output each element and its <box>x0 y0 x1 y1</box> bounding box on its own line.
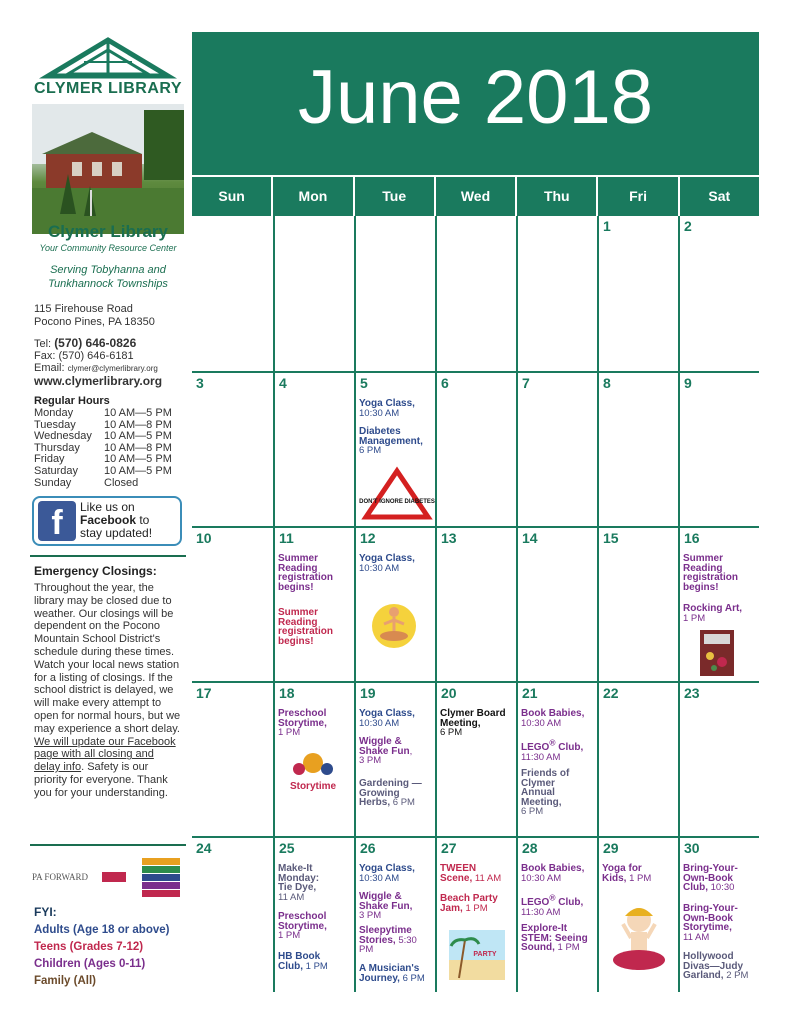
storytime-text: Storytime <box>289 781 337 792</box>
event-title: Make-It Monday: Tie Dye, <box>278 863 320 894</box>
books-stack-icon <box>102 858 182 900</box>
event-time: 2 PM <box>726 970 749 982</box>
event-title: Bring-Your-Own-Book Storytime, <box>683 903 738 934</box>
day-number: 13 <box>441 530 457 546</box>
day-cell-15[interactable] <box>597 526 678 681</box>
event-summer-reading[interactable] <box>683 554 747 592</box>
hours-list <box>34 408 172 489</box>
event-title: Wiggle & Shake Fun, <box>359 891 413 912</box>
event-byob-club[interactable] <box>683 864 747 893</box>
day-number: 6 <box>441 375 449 391</box>
fax-line: Fax: (570) 646-6181 <box>34 350 134 362</box>
day-cell-30[interactable] <box>678 836 759 992</box>
website-link[interactable]: www.clymerlibrary.org <box>34 374 163 388</box>
event-book-babies[interactable] <box>521 709 597 728</box>
beach-party-icon <box>449 930 505 980</box>
event-title: Sleepytime Stories, <box>359 925 412 946</box>
event-time: 10:30 AM <box>521 717 562 729</box>
event-time: 11:30 AM <box>521 751 561 763</box>
day-cell-21[interactable] <box>516 681 597 836</box>
day-cell-6[interactable] <box>435 371 516 526</box>
event-musicians-journey[interactable] <box>359 964 435 983</box>
event-time: 6 PM <box>359 445 382 457</box>
event-friends-meeting[interactable] <box>521 769 577 817</box>
day-number: 8 <box>603 375 611 391</box>
event-explore-it-stem[interactable] <box>521 924 597 953</box>
facebook-to: to <box>136 513 150 527</box>
registered-mark: ® <box>549 893 556 903</box>
day-cell-23[interactable] <box>678 681 759 836</box>
day-cell-10[interactable] <box>192 526 273 681</box>
day-number: 21 <box>522 685 538 701</box>
event-preschool-storytime[interactable] <box>278 709 354 738</box>
event-title: A Musician's Journey, <box>359 963 420 984</box>
day-cell-9[interactable] <box>678 371 759 526</box>
weekday-wed: Wed <box>434 177 515 216</box>
day-cell-12[interactable] <box>354 526 435 681</box>
month-title: June 2018 <box>298 55 653 140</box>
event-title: Yoga Class, <box>359 553 415 564</box>
event-hb-book-club[interactable] <box>278 952 334 971</box>
day-cell-20[interactable] <box>435 681 516 836</box>
event-title: Preschool Storytime, <box>278 708 327 729</box>
fyi-adults: Adults (Age 18 or above) <box>34 924 170 936</box>
day-cell-24[interactable] <box>192 836 273 992</box>
day-number: 20 <box>441 685 457 701</box>
event-title: Yoga Class, <box>359 863 415 874</box>
event-time: 10:30 AM <box>359 872 400 884</box>
day-cell-empty <box>516 216 597 371</box>
yoga-kid-icon <box>609 902 669 978</box>
event-summer-reading-children[interactable] <box>278 554 338 592</box>
day-cell-1[interactable] <box>597 216 678 371</box>
event-title: Summer Reading registration begins! <box>278 607 334 647</box>
day-cell-empty <box>273 216 354 371</box>
library-name: Clymer Library <box>48 222 168 241</box>
hours-time: 10 AM—5 PM <box>104 464 172 477</box>
event-title: Diabetes Management, <box>359 426 423 447</box>
day-cell-14[interactable] <box>516 526 597 681</box>
registered-mark: ® <box>549 738 556 748</box>
event-time: 11 AM <box>474 872 502 884</box>
address-line-1: 115 Firehouse Road <box>34 303 133 315</box>
day-number: 29 <box>603 840 619 856</box>
day-number: 16 <box>684 530 700 546</box>
event-summer-reading-teens[interactable] <box>278 608 342 646</box>
event-title: Beach Party Jam, <box>440 893 498 914</box>
library-tagline: Your Community Resource Center <box>39 243 177 253</box>
event-yoga[interactable] <box>359 864 435 883</box>
event-title: Summer Reading registration begins! <box>683 553 739 593</box>
event-diabetes[interactable] <box>359 427 435 456</box>
day-number: 30 <box>684 840 700 856</box>
day-cell-26[interactable] <box>354 836 435 992</box>
event-rocking-art[interactable] <box>683 604 759 623</box>
storytime-icon <box>285 747 341 793</box>
facebook-line-1: Like us on <box>80 500 135 514</box>
emergency-text: Throughout the year, the library may be closed due to weather. Our closings will be dependent on the Pocono Mountain School District's schedule during these times. Watch your local news station for a listing of closings. If the school district is delayed, we will make every attempt to open for normal hours, but we may experience a short delay. <box>34 582 181 735</box>
hours-time: 10 AM—8 PM <box>104 418 172 431</box>
emergency-tail: . Safety is our priority for everyone. Thank you for your understanding. <box>34 761 168 799</box>
rocking-art-book-icon <box>700 630 734 676</box>
hours-title: Regular Hours <box>34 395 110 407</box>
event-time: 1 PM <box>305 960 328 972</box>
day-cell-25[interactable] <box>273 836 354 992</box>
day-number: 12 <box>360 530 376 546</box>
day-number: 24 <box>196 840 212 856</box>
day-number: 14 <box>522 530 538 546</box>
day-cell-empty <box>435 216 516 371</box>
day-number: 28 <box>522 840 538 856</box>
day-cell-7[interactable] <box>516 371 597 526</box>
event-time: 10:30 AM <box>359 717 400 729</box>
hours-time: 10 AM—5 PM <box>104 407 172 419</box>
tel-number: (570) 646-0826 <box>54 336 137 350</box>
weekday-sun: Sun <box>218 188 245 204</box>
divider <box>30 844 186 846</box>
event-title: Friends of Clymer Annual Meeting, <box>521 768 570 808</box>
day-cell-empty <box>354 216 435 371</box>
event-title: Preschool Storytime, <box>278 911 327 932</box>
event-title: Hollywood Divas—Judy Garland, <box>683 951 744 982</box>
event-make-it-monday[interactable] <box>278 864 334 902</box>
event-title: Book Babies, <box>521 863 585 874</box>
event-lego-club[interactable] <box>521 739 597 763</box>
event-time: 5:30 PM <box>359 934 417 956</box>
day-number: 18 <box>279 685 295 701</box>
hours-day: Sunday <box>34 476 72 489</box>
day-cell-2[interactable] <box>678 216 759 371</box>
day-cell-4[interactable] <box>273 371 354 526</box>
day-number: 23 <box>684 685 700 701</box>
hours-row <box>34 466 172 478</box>
event-yoga[interactable] <box>359 554 435 573</box>
event-time: 1 PM <box>557 942 580 954</box>
event-title: Wiggle & Shake Fun <box>359 736 410 757</box>
day-number: 26 <box>360 840 376 856</box>
party-text: PARTY <box>473 951 497 958</box>
facebook-word: Facebook <box>80 513 137 527</box>
event-yoga[interactable] <box>359 399 435 418</box>
hours-day: Thursday <box>34 441 80 454</box>
day-number: 17 <box>196 685 212 701</box>
event-time: 6 PM <box>392 797 415 809</box>
hours-time: 10 AM—5 PM <box>104 430 172 443</box>
event-title: HB Book Club, <box>278 951 321 972</box>
day-cell-11[interactable] <box>273 526 354 681</box>
hours-day: Monday <box>34 407 74 419</box>
event-title: Book Babies, <box>521 708 585 719</box>
day-cell-17[interactable] <box>192 681 273 836</box>
hours-row <box>34 408 172 420</box>
calendar-grid <box>192 216 759 992</box>
serving-text <box>30 263 186 291</box>
weekday-fri: Fri <box>596 177 677 216</box>
event-byob-storytime[interactable] <box>683 904 747 942</box>
event-title: Rocking Art, <box>683 603 743 614</box>
diabetes-sign-icon <box>359 469 435 519</box>
day-number: 9 <box>684 375 692 391</box>
event-time: 3 PM <box>359 910 382 922</box>
fyi-legend <box>34 922 169 990</box>
day-cell-18[interactable] <box>273 681 354 836</box>
calendar-header <box>192 32 759 175</box>
day-cell-28[interactable] <box>516 836 597 992</box>
day-cell-8[interactable] <box>597 371 678 526</box>
event-lego-club[interactable] <box>521 894 597 918</box>
hours-day: Friday <box>34 453 65 466</box>
event-title: Yoga for Kids, <box>602 863 642 884</box>
hours-day: Wednesday <box>34 430 92 443</box>
event-title: Bring-Your-Own-Book Club, <box>683 863 738 894</box>
event-time: 3 PM <box>359 755 382 767</box>
event-title: Summer Reading registration begins! <box>278 553 334 593</box>
day-number: 27 <box>441 840 457 856</box>
fyi-teens: Teens (Grades 7-12) <box>34 941 144 953</box>
event-tween-scene[interactable] <box>440 864 510 883</box>
event-title: Explore-It STEM: Seeing Sound, <box>521 923 588 954</box>
day-cell-13[interactable] <box>435 526 516 681</box>
event-yoga-kids[interactable] <box>602 864 666 883</box>
weekday-mon: Mon <box>271 177 352 216</box>
emergency-facebook-link[interactable]: We will update our Facebook page with all closing and delay info <box>34 735 176 774</box>
day-cell-empty <box>192 216 273 371</box>
facebook-icon: f <box>38 501 76 541</box>
event-time: 1 PM <box>278 727 301 739</box>
serving-line-1: Serving Tobyhanna and <box>50 264 166 276</box>
event-hollywood-divas[interactable] <box>683 952 755 981</box>
event-time: 11 AM <box>683 931 710 943</box>
fyi-title: FYI: <box>34 905 57 919</box>
event-title: Yoga Class, <box>359 708 415 719</box>
event-book-babies[interactable] <box>521 864 597 883</box>
address-line-2: Pocono Pines, PA 18350 <box>34 316 155 328</box>
email-label: Email: <box>34 362 68 374</box>
serving-line-2: Tunkhannock Townships <box>48 278 168 290</box>
event-time: 1 PM <box>278 930 301 942</box>
event-sleepytime-stories[interactable] <box>359 926 427 955</box>
email-link[interactable]: clymer@clymerlibrary.org <box>67 364 158 373</box>
event-wiggle-shake[interactable] <box>359 892 421 921</box>
day-number: 25 <box>279 840 295 856</box>
event-title-suffix: Club, <box>555 897 584 909</box>
facebook-line-3: stay updated! <box>80 526 153 540</box>
event-yoga[interactable] <box>359 709 435 728</box>
event-time: 10:30 <box>710 882 735 894</box>
day-number: 11 <box>279 530 294 546</box>
event-time: 10:30 AM <box>521 872 562 884</box>
event-gardening[interactable] <box>359 779 429 808</box>
diabetes-sign-text: DON'T IGNORE DIABETES <box>359 499 435 505</box>
tel-label: Tel: <box>34 338 55 350</box>
day-number: 3 <box>196 375 204 391</box>
day-number: 2 <box>684 218 692 234</box>
day-cell-22[interactable] <box>597 681 678 836</box>
event-time: 1 PM <box>629 872 652 884</box>
event-title: TWEEN Scene, <box>440 863 477 884</box>
weekday-header <box>192 177 759 216</box>
yoga-person-icon <box>370 600 418 650</box>
divider <box>30 555 186 557</box>
event-time: 6 PM <box>440 727 463 739</box>
event-title: Gardening —Growing Herbs, <box>359 778 422 809</box>
facebook-box[interactable] <box>32 496 182 546</box>
hours-row <box>34 478 172 490</box>
event-beach-party[interactable] <box>440 894 510 913</box>
contact-info <box>34 337 162 388</box>
emergency-title: Emergency Closings: <box>34 564 157 578</box>
event-time: 1 PM <box>465 902 488 914</box>
day-number: 7 <box>522 375 530 391</box>
event-time: 1 PM <box>683 612 706 624</box>
pa-forward-text: PA FORWARD <box>32 872 88 882</box>
event-time: 6 PM <box>521 806 544 818</box>
event-title: Yoga Class, <box>359 398 415 409</box>
day-cell-27[interactable] <box>435 836 516 992</box>
pa-forward-logo <box>32 856 182 902</box>
hours-time: 10 AM—5 PM <box>104 453 172 466</box>
emergency-body <box>34 582 182 800</box>
fyi-children: Children (Ages 0-11) <box>34 958 146 970</box>
day-cell-3[interactable] <box>192 371 273 526</box>
address <box>34 303 155 329</box>
day-cell-19[interactable] <box>354 681 435 836</box>
logo-text: CLYMER LIBRARY <box>33 80 183 97</box>
event-title: Clymer Board Meeting, <box>440 708 506 729</box>
event-time: 11 AM <box>278 891 305 903</box>
day-cell-29[interactable] <box>597 836 678 992</box>
hours-time: 10 AM—8 PM <box>104 441 172 454</box>
day-number: 19 <box>360 685 376 701</box>
library-building-photo <box>32 104 184 234</box>
fyi-family: Family (All) <box>34 975 96 987</box>
day-number: 10 <box>196 530 212 546</box>
event-wiggle-shake[interactable]: Wiggle & Shake Fun, 3 PM <box>359 736 413 767</box>
event-time: 10:30 AM <box>359 407 400 419</box>
tel-line <box>34 337 162 350</box>
weekday-sat: Sat <box>678 177 759 216</box>
event-title-suffix: Club, <box>555 742 584 754</box>
hours-day: Tuesday <box>34 418 76 431</box>
day-cell-5[interactable] <box>354 371 435 526</box>
day-number: 22 <box>603 685 619 701</box>
event-board-meeting[interactable] <box>440 709 516 738</box>
event-title: LEGO <box>521 897 550 909</box>
day-number: 15 <box>603 530 619 546</box>
facebook-text <box>80 501 152 540</box>
sidebar <box>30 32 186 992</box>
weekday-tue: Tue <box>353 177 434 216</box>
event-time: 10:30 AM <box>359 562 400 574</box>
event-time: 11:30 AM <box>521 906 561 918</box>
event-preschool-storytime[interactable] <box>278 912 354 941</box>
event-title: LEGO <box>521 742 550 754</box>
hours-day: Saturday <box>34 464 79 477</box>
event-time: 6 PM <box>402 972 425 984</box>
day-number: 1 <box>603 218 611 234</box>
day-cell-16[interactable] <box>678 526 759 681</box>
hours-time: Closed <box>104 476 139 489</box>
day-number: 4 <box>279 375 287 391</box>
weekday-thu: Thu <box>515 177 596 216</box>
day-number: 5 <box>360 375 368 391</box>
